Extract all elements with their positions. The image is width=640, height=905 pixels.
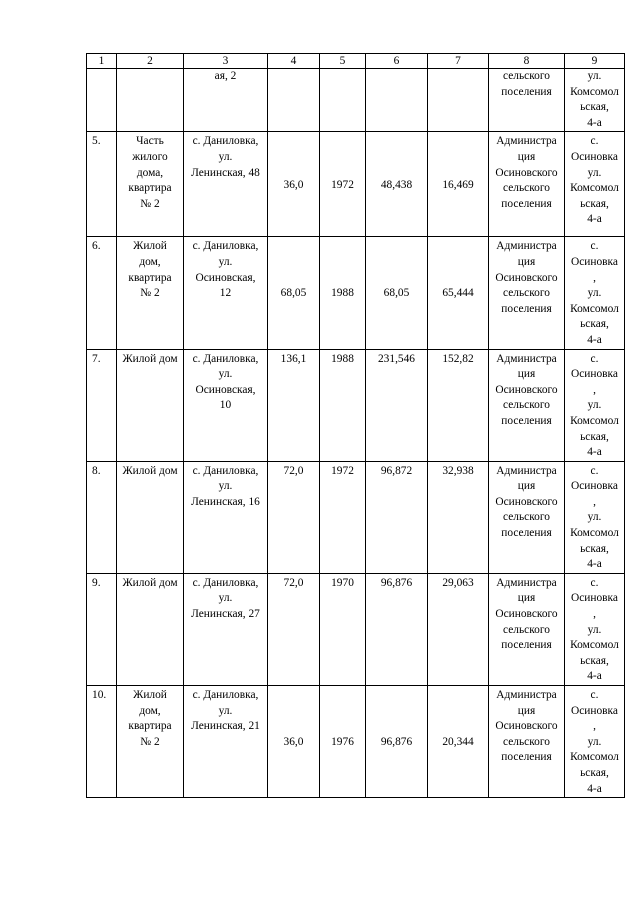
cell-area: 36,0 [268, 686, 320, 798]
cell-holder [489, 69, 565, 132]
cell-line: № 2 [140, 735, 160, 748]
cell-holder [489, 349, 565, 461]
cell-line: Осиновского [495, 495, 558, 508]
cell-line: Комсомол [570, 751, 619, 764]
cell-residual-value: 65,444 [428, 237, 489, 349]
cell-num: 8. [87, 461, 117, 573]
cell-address [184, 132, 268, 237]
cell-area [268, 69, 320, 132]
cell-line: сельского [503, 399, 550, 412]
cell-line: с. [590, 352, 599, 365]
cell-book-value: 48,438 [366, 132, 428, 237]
cell-line: , [593, 271, 596, 284]
cell-line: с. Даниловка, [192, 689, 259, 701]
cell-address [184, 69, 268, 132]
table-row [87, 686, 625, 798]
cell-num: 6. [87, 237, 117, 349]
cell-name [117, 686, 184, 798]
cell-line: ьская, [580, 430, 609, 443]
cell-year: 1972 [320, 132, 366, 237]
cell-address [184, 573, 268, 685]
cell-year: 1988 [320, 349, 366, 461]
cell-book-value: 68,05 [366, 237, 428, 349]
cell-line: , [593, 608, 596, 621]
cell-line: 4-а [587, 213, 602, 226]
cell-line: поселения [501, 639, 552, 652]
cell-line: 10 [219, 399, 232, 412]
cell-line: ул. [587, 166, 602, 179]
cell-line: дом, [139, 704, 161, 717]
cell-line: , [593, 495, 596, 508]
table-row [87, 237, 625, 349]
cell-book-value [366, 69, 428, 132]
cell-line: Администра [496, 135, 557, 148]
cell-line: с. Даниловка, [192, 576, 259, 589]
cell-line: квартира [128, 720, 172, 733]
cell-line: с. [590, 135, 599, 148]
table-row [87, 349, 625, 461]
cell-line: Ленинская, 27 [191, 608, 260, 621]
cell-line: с. Даниловка, [192, 464, 259, 477]
cell-line: ция [517, 255, 536, 268]
cell-line: Осиновского [495, 383, 558, 396]
cell-holder-address [565, 461, 625, 573]
cell-line: Часть [136, 135, 164, 148]
cell-area: 36,0 [268, 132, 320, 237]
cell-line: 4-а [587, 116, 602, 129]
table-body [87, 54, 625, 798]
cell-line: ция [517, 592, 536, 605]
cell-book-value: 96,872 [366, 461, 428, 573]
cell-area: 72,0 [268, 461, 320, 573]
cell-line: с. Даниловка, [192, 135, 259, 148]
cell-line: Администра [496, 576, 557, 589]
property-table [86, 53, 625, 798]
cell-line: с. [590, 240, 599, 253]
cell-line: сельского [503, 182, 550, 195]
cell-line: поселения [501, 414, 552, 427]
cell-line: 4-а [587, 782, 602, 795]
cell-line: сельского [503, 511, 550, 524]
cell-line: Комсомол [570, 639, 619, 652]
column-header: 9 [565, 54, 625, 69]
cell-line: Комсомол [570, 414, 619, 427]
cell-line: Осиновская, [195, 383, 256, 396]
cell-line: ул. [587, 735, 602, 748]
column-header: 1 [87, 54, 117, 69]
cell-line: № 2 [140, 287, 160, 300]
column-header: 4 [268, 54, 320, 69]
cell-name [117, 573, 184, 685]
cell-address [184, 349, 268, 461]
cell-line: Жилой [133, 689, 167, 701]
cell-num: 5. [87, 132, 117, 237]
cell-line: ул. [587, 399, 602, 412]
cell-line: поселения [501, 302, 552, 315]
cell-line: Комсомол [570, 85, 619, 98]
cell-book-value: 231,546 [366, 349, 428, 461]
cell-residual-value: 152,82 [428, 349, 489, 461]
column-header: 8 [489, 54, 565, 69]
column-header: 3 [184, 54, 268, 69]
cell-holder-address [565, 573, 625, 685]
cell-holder-address [565, 686, 625, 798]
cell-line: ул. [218, 150, 233, 163]
cell-holder [489, 461, 565, 573]
cell-line: Администра [496, 464, 557, 477]
cell-line: 4-а [587, 333, 602, 346]
cell-line: Осиновского [495, 720, 558, 733]
cell-area: 68,05 [268, 237, 320, 349]
cell-residual-value: 32,938 [428, 461, 489, 573]
cell-line: поселения [501, 197, 552, 210]
cell-holder-address [565, 132, 625, 237]
cell-num: 9. [87, 573, 117, 685]
cell-line: с. Даниловка, [192, 240, 259, 253]
table-row [87, 461, 625, 573]
cell-year: 1976 [320, 686, 366, 798]
cell-line: Осиновская, [195, 271, 256, 284]
cell-line: Осиновского [495, 166, 558, 179]
cell-line: дома, [136, 166, 164, 179]
cell-line: ул. [218, 368, 233, 381]
cell-line: ул. [587, 623, 602, 636]
cell-area: 72,0 [268, 573, 320, 685]
column-header: 7 [428, 54, 489, 69]
cell-line: поселения [501, 751, 552, 764]
cell-line: квартира [128, 182, 172, 195]
cell-num: 7. [87, 349, 117, 461]
cell-holder [489, 573, 565, 685]
cell-book-value: 96,876 [366, 573, 428, 685]
cell-line: ул. [218, 592, 233, 605]
cell-line: ьская, [580, 197, 609, 210]
cell-line: Осиновка [571, 255, 618, 268]
cell-line: ул. [587, 70, 602, 82]
cell-line: ул. [218, 704, 233, 717]
cell-line: Осиновского [495, 608, 558, 621]
cell-line: Ленинская, 48 [191, 166, 260, 179]
cell-holder [489, 132, 565, 237]
cell-line: , [593, 383, 596, 396]
column-header: 2 [117, 54, 184, 69]
cell-line: 4-а [587, 558, 602, 571]
cell-line: Жилой дом [122, 464, 178, 477]
cell-holder-address [565, 237, 625, 349]
cell-holder-address [565, 69, 625, 132]
table-row [87, 573, 625, 685]
cell-year: 1972 [320, 461, 366, 573]
cell-book-value: 96,876 [366, 686, 428, 798]
cell-line: ция [517, 150, 536, 163]
cell-line: 12 [219, 287, 232, 300]
cell-line: 4-а [587, 670, 602, 683]
cell-line: Администра [496, 352, 557, 365]
cell-name [117, 461, 184, 573]
cell-line: ул. [587, 287, 602, 300]
cell-line: Жилой [133, 240, 167, 253]
column-header: 6 [366, 54, 428, 69]
cell-name [117, 132, 184, 237]
cell-line: Осиновка [571, 150, 618, 163]
cell-holder [489, 237, 565, 349]
header-row [87, 54, 625, 69]
cell-line: с. [590, 689, 599, 701]
cell-line: ьская, [580, 542, 609, 555]
cell-line: дом, [139, 255, 161, 268]
cell-line: Администра [496, 689, 557, 701]
cell-line: ция [517, 704, 536, 717]
cell-year [320, 69, 366, 132]
cell-name [117, 237, 184, 349]
cell-line: сельского [503, 70, 550, 82]
table-row [87, 132, 625, 237]
cell-name [117, 349, 184, 461]
cell-line: Жилой дом [122, 352, 178, 365]
cell-address [184, 686, 268, 798]
cell-line: сельского [503, 735, 550, 748]
cell-line: ул. [218, 480, 233, 493]
cell-line: сельского [503, 287, 550, 300]
cell-year: 1970 [320, 573, 366, 685]
cell-line: Осиновка [571, 480, 618, 493]
cell-line: ция [517, 368, 536, 381]
cell-line: Комсомол [570, 182, 619, 195]
cell-line: Осиновка [571, 368, 618, 381]
cell-area: 136,1 [268, 349, 320, 461]
cell-line: ьская, [580, 101, 609, 114]
cell-line: Осиновка [571, 704, 618, 717]
cell-line: с. [590, 576, 599, 589]
cell-line: Ленинская, 21 [191, 720, 260, 733]
cell-residual-value: 16,469 [428, 132, 489, 237]
cell-line: , [593, 720, 596, 733]
cell-address [184, 461, 268, 573]
cell-year: 1988 [320, 237, 366, 349]
cell-residual-value [428, 69, 489, 132]
cell-line: № 2 [140, 197, 160, 210]
cell-residual-value: 29,063 [428, 573, 489, 685]
cell-line: поселения [501, 527, 552, 540]
cell-line: Администра [496, 240, 557, 253]
cell-num [87, 69, 117, 132]
cell-line: ция [517, 480, 536, 493]
continuation-row [87, 69, 625, 132]
cell-line: 4-а [587, 446, 602, 459]
cell-line: Комсомол [570, 527, 619, 540]
cell-address [184, 237, 268, 349]
cell-line: ая, 2 [214, 70, 237, 82]
cell-line: с. [590, 464, 599, 477]
cell-holder [489, 686, 565, 798]
cell-line: сельского [503, 623, 550, 636]
cell-line: Комсомол [570, 302, 619, 315]
cell-line: с. Даниловка, [192, 352, 259, 365]
cell-line: ул. [587, 511, 602, 524]
cell-line: Осиновка [571, 592, 618, 605]
cell-line: ьская, [580, 766, 609, 779]
cell-line: ьская, [580, 654, 609, 667]
cell-line: жилого [132, 150, 168, 163]
cell-line: поселения [501, 85, 552, 98]
cell-line: квартира [128, 271, 172, 284]
cell-line: Осиновского [495, 271, 558, 284]
cell-line: ьская, [580, 318, 609, 331]
cell-num: 10. [87, 686, 117, 798]
column-header: 5 [320, 54, 366, 69]
cell-name [117, 69, 184, 132]
cell-line: Ленинская, 16 [191, 495, 260, 508]
cell-line: ул. [218, 255, 233, 268]
cell-line: Жилой дом [122, 576, 178, 589]
cell-residual-value: 20,344 [428, 686, 489, 798]
cell-holder-address [565, 349, 625, 461]
